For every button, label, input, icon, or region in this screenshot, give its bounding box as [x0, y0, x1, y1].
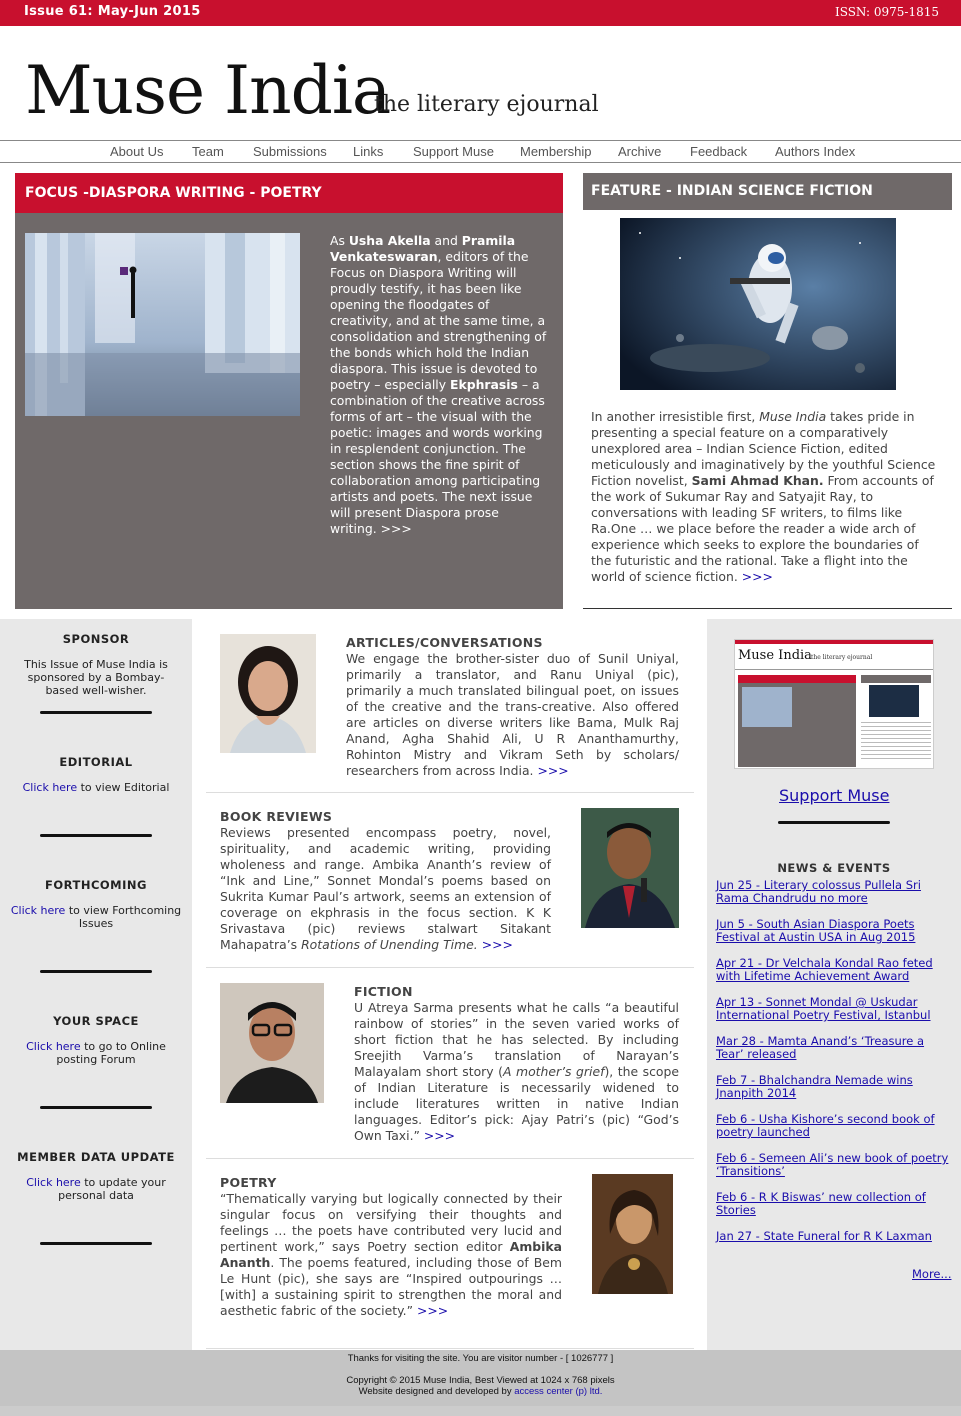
- site-logo[interactable]: Muse India: [25, 52, 391, 129]
- editorial-title: EDITORIAL: [59, 755, 133, 769]
- copyright: Copyright © 2015 Muse India, Best Viewed at 1024 x 768 pixels: [346, 1375, 615, 1386]
- nav-authors-index[interactable]: Authors Index: [775, 144, 856, 159]
- articles-text: We engage the brother-sister duo of Sunil Uniyal, primarily a translator, and Ranu Uniyal (pic), primarily a much translated bilingual poet, on issues of the creative and the trans-creative. Also offered are articles on diverse writers like Bama, Mulk Raj Anand, Agha Shahid Ali, U R Ananthamurthy, Rohinton Mistry and Vikram Seth by scholars/ researchers from across India.: [346, 651, 679, 778]
- footer: [0, 1350, 961, 1406]
- nav-feedback[interactable]: Feedback: [690, 144, 748, 159]
- forthcoming-link[interactable]: Click here: [10, 904, 66, 917]
- sponsor-block: [0, 633, 192, 697]
- section-separator: [206, 967, 694, 968]
- poetry-section: POETRY “Thematically varying but logically connected by their singular focus on versifying their thoughts and feelings … the poets have contributed very lucid and pertinent work,” says Poetry section editor Ambika Ananth. The poems featured, including those of Bem Le Hunt (pic), she says are “Inspired outpourings … [with] a sustaining spirit to strengthen the moral and aesthetic fabric of the society.” >>>: [220, 1175, 562, 1318]
- articles-more-link[interactable]: >>>: [537, 763, 569, 778]
- member-title: MEMBER DATA UPDATE: [17, 1150, 175, 1164]
- bottom-strip: [0, 1406, 961, 1416]
- sidebar-divider: [40, 834, 152, 837]
- focus-text: As Usha Akella and Pramila Venkateswaran, editors of the Focus on Diaspora Writing will proudly testify, it has been like opening the floodgates of creativity, and at the same time, a consolidation and strengthening of the bonds which hold the Indian diaspora. This issue is devoted to poetry – especially Ekphrasis – a combination of the creative across forms of art – the visual with the poetic: images and words working in resplendent conjunction. The section shows the fine spirit of collaboration among participating artists and poets. The next issue will present Diaspora prose writing. >>>: [330, 233, 547, 536]
- designer-link[interactable]: access center (p) ltd.: [514, 1386, 603, 1397]
- news-item[interactable]: Apr 13 - Sonnet Mondal @ Uskudar International Poetry Festival, Istanbul: [716, 995, 931, 1022]
- sidebar-divider: [40, 1242, 152, 1245]
- feature-panel: [583, 173, 952, 609]
- sidebar-divider: [778, 821, 890, 824]
- fiction-section: FICTION U Atreya Sarma presents what he calls “a beautiful rainbow of stories” in the seven varied works of short fiction that he has selected. By including Sreejith Varma’s translation of Narayan’s Malayalam short story (A mother’s grief), the scope of Indian Literature is necessarily widened to include literatures written in native Indian languages. Editor’s pick: Ajay Patri’s (pic) “God’s Own Taxi.” >>>: [354, 984, 679, 1143]
- thumb-logo: Muse India: [738, 648, 812, 663]
- nav-submissions[interactable]: Submissions: [253, 144, 327, 159]
- section-separator: [206, 1158, 694, 1159]
- forthcoming-title: FORTHCOMING: [45, 878, 147, 892]
- news-item[interactable]: Apr 21 - Dr Velchala Kondal Rao feted with Lifetime Achievement Award: [716, 956, 933, 983]
- news-item[interactable]: Jun 5 - South Asian Diaspora Poets Festival at Austin USA in Aug 2015: [716, 917, 916, 944]
- articles-section: [346, 635, 679, 779]
- main-nav: [0, 140, 961, 163]
- focus-panel: [15, 173, 563, 609]
- editorial-link[interactable]: Click here: [22, 781, 78, 794]
- news-item[interactable]: Feb 7 - Bhalchandra Nemade wins Jnanpith 2014: [716, 1073, 913, 1100]
- focus-title[interactable]: FOCUS -DIASPORA WRITING - POETRY: [15, 173, 563, 213]
- feature-more-link[interactable]: >>>: [741, 569, 773, 584]
- nav-membership[interactable]: Membership: [520, 144, 592, 159]
- reviews-section: BOOK REVIEWS Reviews presented encompass poetry, novel, spirituality, and academic writing, providing wholeness and range. Ambika Ananth’s review of “Ink and Line,” Sonnet Mondal’s poems based on Sukrita Kumar Paul’s artwork, seems an extension of coverage on ekphrasis in the focus section. K K Srivastava (pic) reviews stalwart Sitakant Mahapatra’s Rotations of Unending Time. >>>: [220, 809, 551, 952]
- visitor-counter: Thanks for visiting the site. You are visitor number - [ 1026777 ]: [347, 1353, 614, 1364]
- poetry-title[interactable]: POETRY: [220, 1175, 277, 1190]
- issue-label: Issue 61: May-Jun 2015: [24, 4, 201, 19]
- top-bar: [0, 0, 961, 26]
- ajay-patri-photo: [220, 983, 324, 1103]
- issn-label: ISSN: 0975-1815: [834, 5, 939, 19]
- poetry-more-link[interactable]: >>>: [416, 1303, 449, 1318]
- nav-links[interactable]: Links: [353, 144, 384, 159]
- news-item[interactable]: Jan 27 - State Funeral for R K Laxman: [716, 1229, 932, 1243]
- section-separator: [206, 1348, 694, 1349]
- sidebar-divider: [40, 711, 152, 714]
- ranu-uniyal-photo: [220, 634, 316, 753]
- member-block: MEMBER DATA UPDATE Click here to update your personal data: [0, 1151, 192, 1202]
- news-item[interactable]: Feb 6 - R K Biswas’ new collection of Stories: [716, 1190, 926, 1217]
- bem-le-hunt-photo: [592, 1174, 673, 1294]
- left-sidebar: [0, 619, 192, 1350]
- news-item[interactable]: Jun 25 - Literary colossus Pullela Sri Rama Chandrudu no more: [716, 878, 921, 905]
- nav-about-us[interactable]: About Us: [110, 144, 164, 159]
- nav-archive[interactable]: Archive: [618, 144, 662, 159]
- yourspace-title: YOUR SPACE: [53, 1014, 139, 1028]
- reviews-title[interactable]: BOOK REVIEWS: [220, 809, 333, 824]
- feature-astronaut-image[interactable]: [620, 218, 896, 390]
- nav-support-muse[interactable]: Support Muse: [413, 144, 494, 159]
- news-item[interactable]: Feb 6 - Semeen Ali’s new book of poetry ‘Transitions’: [716, 1151, 949, 1178]
- sidebar-divider: [40, 970, 152, 973]
- yourspace-link[interactable]: Click here: [26, 1040, 81, 1053]
- editorial-block: EDITORIAL Click here to view Editorial: [0, 756, 192, 794]
- member-link[interactable]: Click here: [26, 1176, 81, 1189]
- focus-installation-image[interactable]: [25, 233, 300, 416]
- designed-by: Website designed and developed by access center (p) ltd.: [358, 1386, 603, 1397]
- sponsor-text: This Issue of Muse India is sponsored by a Bombay-based well-wisher.: [24, 658, 168, 697]
- nav-team[interactable]: Team: [192, 144, 224, 159]
- fiction-more-link[interactable]: >>>: [423, 1128, 456, 1143]
- news-title: NEWS & EVENTS: [777, 861, 891, 875]
- yourspace-block: YOUR SPACE Click here to go to Online posting Forum: [0, 1015, 192, 1066]
- sidebar-divider: [40, 1106, 152, 1109]
- news-more-link[interactable]: More...: [912, 1267, 952, 1281]
- support-muse-link[interactable]: Support Muse: [779, 786, 890, 805]
- site-tagline: the literary ejournal: [374, 92, 599, 117]
- news-item[interactable]: Mar 28 - Mamta Anand’s ‘Treasure a Tear’ released: [716, 1034, 925, 1061]
- news-item[interactable]: Feb 6 - Usha Kishore’s second book of poetry launched: [716, 1112, 935, 1139]
- feature-title[interactable]: FEATURE - INDIAN SCIENCE FICTION: [583, 173, 952, 210]
- reviews-more-link[interactable]: >>>: [481, 937, 513, 952]
- focus-more-link[interactable]: >>>: [380, 521, 412, 536]
- section-separator: [206, 792, 694, 793]
- sponsor-title: SPONSOR: [62, 632, 130, 646]
- feature-text: In another irresistible first, Muse India takes pride in presenting a special feature on a comparatively unexplored area – Indian Science Fiction, edited meticulously and imaginatively by the youthful Science Fiction novelist, Sami Ahmad Khan. From accounts of the work of Sukumar Ray and Satyajit Ray, to conversations with leading SF writers, to films like Ra.One … we place before the reader a wide arch of experience which seeks to explore the boundaries of the futuristic and the rational. Take a flight into the world of science fiction. >>>: [591, 409, 936, 584]
- kk-srivastava-photo: [581, 808, 679, 928]
- fiction-title[interactable]: FICTION: [354, 984, 413, 999]
- articles-title[interactable]: ARTICLES/CONVERSATIONS: [346, 635, 543, 650]
- thumb-tagline: the literary ejournal: [811, 654, 873, 661]
- issue-cover-thumbnail[interactable]: [734, 639, 934, 769]
- forthcoming-block: FORTHCOMING Click here to view Forthcoming Issues: [0, 879, 192, 930]
